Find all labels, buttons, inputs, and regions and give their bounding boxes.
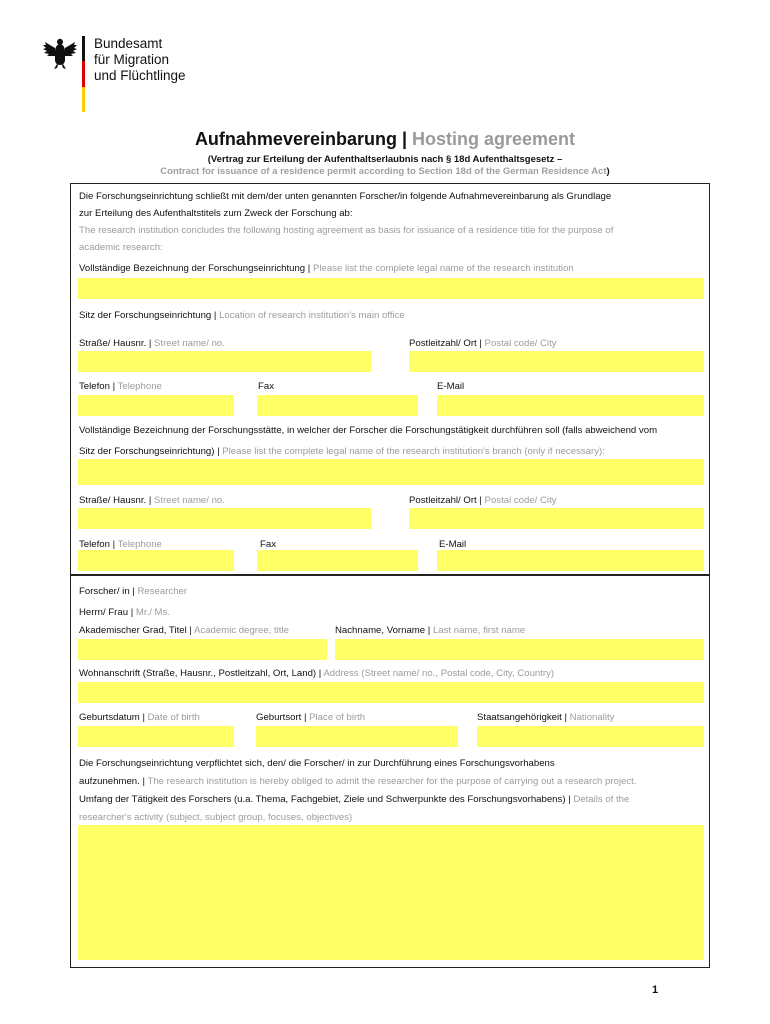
branch-postal-field[interactable] bbox=[409, 508, 704, 529]
degree-label bbox=[79, 625, 289, 637]
dob-field[interactable] bbox=[78, 726, 234, 747]
agency-name bbox=[94, 36, 186, 84]
pob-label-de: Geburtsort | bbox=[256, 712, 307, 723]
agency-name-line1: Bundesamt bbox=[94, 36, 163, 51]
subtitle-en: Contract for issuance of a residence permit according to Section 18d of the German Residence Act bbox=[160, 166, 607, 177]
branch-postal-label-en: Postal code/ City bbox=[481, 495, 557, 506]
subtitle-en-line bbox=[0, 166, 770, 177]
institution-phone-label-de: Telefon | bbox=[79, 381, 116, 392]
subtitle-de: (Vertrag zur Erteilung der Aufenthaltserlaubnis nach § 18d Aufenthaltsgesetz – bbox=[207, 154, 563, 165]
obligation-en: The research institution is hereby obliged to admit the researcher for the purpose of carrying out a research project. bbox=[144, 776, 637, 787]
subtitle-close: ) bbox=[606, 166, 610, 177]
intro-en-line1: The research institution concludes the following hosting agreement as basis for issuance of a residence title for the purpose of bbox=[79, 225, 614, 236]
institution-street-label-de: Straße/ Hausnr. | bbox=[79, 338, 152, 349]
institution-fax-field[interactable] bbox=[257, 395, 418, 416]
researcher-heading-en: Researcher bbox=[134, 586, 188, 597]
branch-street-label-de: Straße/ Hausnr. | bbox=[79, 495, 152, 506]
nationality-label bbox=[477, 712, 614, 724]
degree-label-de: Akademischer Grad, Titel | bbox=[79, 625, 192, 636]
nationality-field[interactable] bbox=[477, 726, 704, 747]
address-label-en: Address (Street name/ no., Postal code, City, Country) bbox=[321, 668, 555, 679]
branch-street-field[interactable] bbox=[78, 508, 371, 529]
obligation-de-line1: Die Forschungseinrichtung verpflichtet sich, den/ die Forscher/ in zur Durchführung eines Forschungsvorhabens bbox=[79, 758, 555, 769]
pob-label bbox=[256, 712, 365, 724]
institution-name-label-de: Vollständige Bezeichnung der Forschungseinrichtung | bbox=[79, 263, 311, 274]
scope-field[interactable] bbox=[78, 825, 704, 960]
salutation-label-de: Herrn/ Frau | bbox=[79, 607, 134, 618]
federal-eagle-icon bbox=[42, 34, 78, 70]
researcher-name-label bbox=[335, 625, 525, 637]
researcher-heading-de: Forscher/ in | bbox=[79, 586, 135, 597]
intro-en-line2: academic research: bbox=[79, 242, 163, 253]
intro-de-line2: zur Erteilung des Aufenthaltstitels zum Zweck der Forschung ab: bbox=[79, 208, 353, 219]
branch-fax-label: Fax bbox=[260, 539, 276, 550]
institution-postal-label bbox=[409, 338, 557, 350]
institution-seat-label bbox=[79, 310, 405, 322]
branch-email-label: E-Mail bbox=[439, 539, 467, 550]
scope-label-en2: researcher's activity (subject, subject group, focuses, objectives) bbox=[79, 812, 353, 823]
institution-street-field[interactable] bbox=[78, 351, 371, 372]
dob-label bbox=[79, 712, 200, 724]
agency-name-line3: und Flüchtlinge bbox=[94, 68, 186, 83]
institution-fax-label: Fax bbox=[258, 381, 274, 392]
institution-email-field[interactable] bbox=[437, 395, 704, 416]
title-en: Hosting agreement bbox=[407, 129, 576, 149]
institution-street-label bbox=[79, 338, 225, 350]
degree-label-en: Academic degree, title bbox=[191, 625, 289, 636]
branch-fax-field[interactable] bbox=[257, 550, 418, 571]
scope-label-de: Umfang der Tätigkeit des Forschers (u.a. Thema, Fachgebiet, Ziele und Schwerpunkte des Forschungsvorhabens) | bbox=[79, 794, 571, 805]
institution-postal-label-de: Postleitzahl/ Ort | bbox=[409, 338, 482, 349]
branch-street-label-en: Street name/ no. bbox=[151, 495, 225, 506]
institution-postal-field[interactable] bbox=[409, 351, 704, 372]
institution-street-label-en: Street name/ no. bbox=[151, 338, 225, 349]
branch-phone-field[interactable] bbox=[78, 550, 234, 571]
address-label bbox=[79, 668, 554, 680]
institution-name-field[interactable] bbox=[78, 278, 704, 299]
researcher-name-field[interactable] bbox=[335, 639, 704, 660]
scope-label-en1: Details of the bbox=[570, 794, 630, 805]
obligation-de-line2: aufzunehmen. | bbox=[79, 776, 145, 787]
institution-seat-label-de: Sitz der Forschungseinrichtung | bbox=[79, 310, 217, 321]
dob-label-de: Geburtsdatum | bbox=[79, 712, 145, 723]
branch-phone-label-en: Telephone bbox=[115, 539, 162, 550]
branch-postal-label-de: Postleitzahl/ Ort | bbox=[409, 495, 482, 506]
agency-name-line2: für Migration bbox=[94, 52, 170, 67]
institution-email-label: E-Mail bbox=[437, 381, 465, 392]
address-label-de: Wohnanschrift (Straße, Hausnr., Postleitzahl, Ort, Land) | bbox=[79, 668, 322, 679]
institution-seat-label-en: Location of research institution's main office bbox=[216, 310, 405, 321]
branch-name-label-line2 bbox=[79, 446, 605, 458]
branch-name-field[interactable] bbox=[78, 459, 704, 485]
salutation-label-en: Mr./ Ms. bbox=[133, 607, 170, 618]
german-flag-bar bbox=[82, 36, 85, 112]
branch-postal-label bbox=[409, 495, 557, 507]
pob-label-en: Place of birth bbox=[306, 712, 366, 723]
salutation-label bbox=[79, 607, 170, 619]
institution-name-label bbox=[79, 263, 574, 275]
pob-field[interactable] bbox=[256, 726, 458, 747]
page-number: 1 bbox=[652, 984, 659, 996]
researcher-name-label-de: Nachname, Vorname | bbox=[335, 625, 431, 636]
dob-label-en: Date of birth bbox=[144, 712, 200, 723]
branch-street-label bbox=[79, 495, 225, 507]
branch-name-label-de: Sitz der Forschungseinrichtung) | bbox=[79, 446, 220, 457]
institution-phone-field[interactable] bbox=[78, 395, 234, 416]
title-de: Aufnahmevereinbarung | bbox=[194, 129, 408, 149]
researcher-heading bbox=[79, 586, 187, 598]
institution-phone-label bbox=[79, 381, 162, 393]
intro-de-line1: Die Forschungseinrichtung schließt mit dem/der unten genannten Forscher/in folgende Aufnahmevereinbarung als Grundlage bbox=[79, 191, 612, 202]
branch-name-label-line1: Vollständige Bezeichnung der Forschungsstätte, in welcher der Forscher die Forschungstätigkeit durchführen soll (falls abweichend vom bbox=[79, 425, 658, 436]
degree-field[interactable] bbox=[78, 639, 327, 660]
obligation-line2 bbox=[79, 776, 636, 788]
scope-label bbox=[79, 794, 629, 806]
address-field[interactable] bbox=[78, 682, 704, 703]
researcher-name-label-en: Last name, first name bbox=[430, 625, 526, 636]
page-title bbox=[0, 129, 770, 150]
nationality-label-de: Staatsangehörigkeit | bbox=[477, 712, 567, 723]
branch-phone-label-de: Telefon | bbox=[79, 539, 116, 550]
nationality-label-en: Nationality bbox=[566, 712, 615, 723]
institution-postal-label-en: Postal code/ City bbox=[481, 338, 557, 349]
institution-name-label-en: Please list the complete legal name of the research institution bbox=[310, 263, 574, 274]
branch-name-label-en: Please list the complete legal name of the research institution's branch (only if necessary): bbox=[219, 446, 605, 457]
branch-email-field[interactable] bbox=[437, 550, 704, 571]
institution-phone-label-en: Telephone bbox=[115, 381, 162, 392]
